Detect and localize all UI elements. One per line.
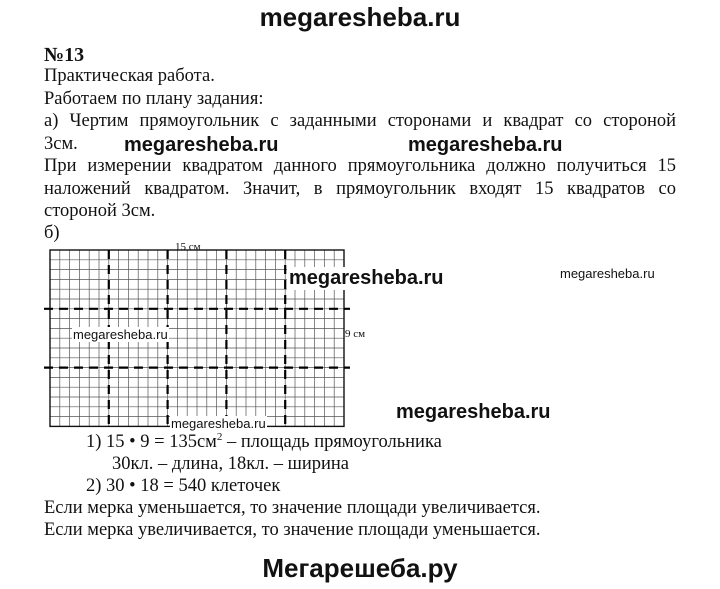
watermark-mid-left: megaresheba.ru xyxy=(124,134,279,156)
task-line-2: Работаем по плану задания: xyxy=(44,89,264,109)
watermark-grid-bottom-right: megaresheba.ru xyxy=(396,401,551,423)
task-number: №13 xyxy=(44,44,85,66)
conclusion-2: Если мерка увеличивается, то значение площади уменьшается. xyxy=(44,520,541,540)
task-p-line-1: При измерении квадратом данного прямоугольника должно получиться 15 xyxy=(44,156,676,176)
solution-step-1-desc: – площадь прямоугольника xyxy=(222,432,442,453)
top-side-label: 15 см xyxy=(175,241,201,253)
watermark-mid-right: megaresheba.ru xyxy=(408,134,563,156)
header-watermark: megaresheba.ru xyxy=(259,2,461,32)
task-p-line-3: стороной 3см. xyxy=(44,201,156,221)
watermark-grid-bottom-small: megaresheba.ru xyxy=(171,416,266,431)
conclusion-1: Если мерка уменьшается, то значение площади увеличивается. xyxy=(44,498,541,518)
task-a-line-2: 3см. xyxy=(44,134,78,154)
solution-step-1-main: 1) 15 • 9 = 135см xyxy=(86,432,217,453)
task-b-label: б) xyxy=(44,223,60,243)
right-side-label: 9 см xyxy=(345,328,366,340)
solution-step-2: 2) 30 • 18 = 540 клеточек xyxy=(86,476,281,496)
watermark-grid-small-right: megaresheba.ru xyxy=(560,266,655,281)
footer-watermark: Мегарешеба.ру xyxy=(262,553,458,583)
task-line-1: Практическая работа. xyxy=(44,66,215,86)
solution-step-1b: 30кл. – длина, 18кл. – ширина xyxy=(112,454,350,474)
solution-step-1-sup: 2 xyxy=(216,431,223,443)
watermark-grid-big: megaresheba.ru xyxy=(289,267,444,289)
watermark-grid-small-inside: megaresheba.ru xyxy=(73,327,168,342)
solution-step-1 xyxy=(86,431,442,453)
task-p-line-2: наложений квадратом. Значит, в прямоугольник входят 15 квадратов со xyxy=(44,179,676,199)
task-a-line-1: а) Чертим прямоугольник с заданными сторонами и квадрат со стороной xyxy=(44,111,676,131)
